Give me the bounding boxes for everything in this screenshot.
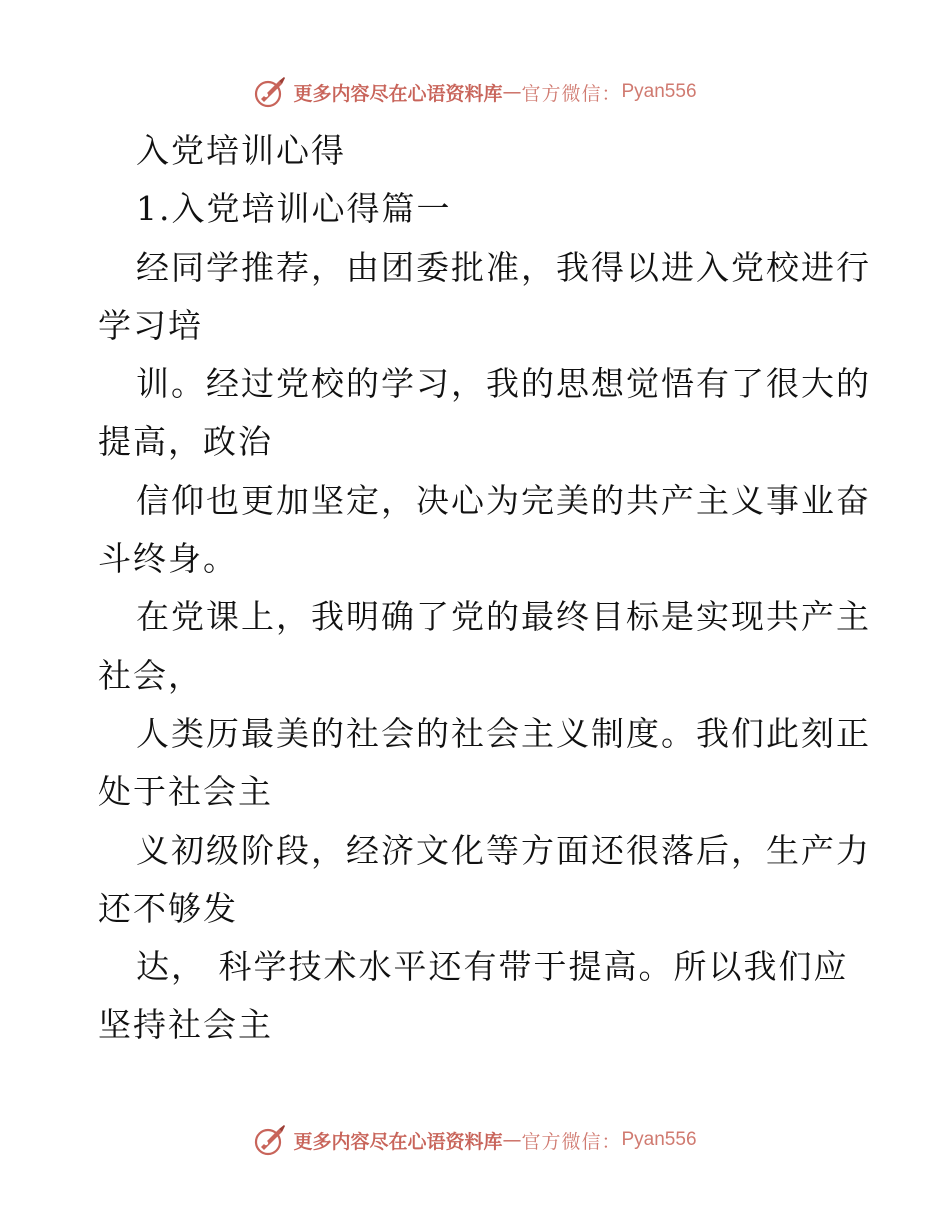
text-line: 处于社会主: [98, 772, 273, 812]
document-title: 入党培训心得: [136, 131, 346, 170]
separator-dash: —: [502, 81, 522, 103]
text-line: 经同学推荐，由团委批准，我得以进入党校进行: [136, 247, 871, 287]
document-body: [98, 122, 871, 1055]
wechat-label: 官方微信：: [521, 82, 622, 105]
text-line: 训。经过党校的学习，我的思想觉悟有了很大的: [136, 364, 871, 404]
section-heading: 1.入党培训心得篇一: [136, 189, 452, 229]
text-line: 学习培: [98, 305, 203, 345]
promo-text: 更多内容尽在心语资料库: [293, 82, 503, 105]
promo-text: 更多内容尽在心语资料库: [293, 1130, 503, 1153]
wechat-id: Pyan556: [621, 1129, 697, 1150]
header-banner: [0, 72, 950, 112]
text-line: 达， 科学技术水平还有带于提高。所以我们应: [136, 947, 849, 987]
quill-pen-icon: [253, 1123, 287, 1157]
wechat-id: Pyan556: [621, 81, 697, 102]
text-line: 还不够发: [98, 888, 238, 928]
text-line: 信仰也更加坚定，决心为完美的共产主义事业奋: [136, 480, 871, 520]
wechat-label: 官方微信：: [521, 1130, 622, 1153]
text-line: 社会，: [98, 655, 203, 695]
text-line: 坚持社会主: [98, 1005, 273, 1045]
text-line: 斗终身。: [98, 539, 238, 579]
text-line: 在党课上，我明确了党的最终目标是实现共产主: [136, 597, 871, 637]
text-line: 义初级阶段，经济文化等方面还很落后，生产力: [136, 830, 871, 870]
text-line: 人类历最美的社会的社会主义制度。我们此刻正: [136, 713, 871, 753]
separator-dash: —: [502, 1129, 522, 1151]
footer-banner: [0, 1120, 950, 1160]
quill-pen-icon: [253, 75, 287, 109]
text-line: 提高，政治: [98, 422, 273, 462]
